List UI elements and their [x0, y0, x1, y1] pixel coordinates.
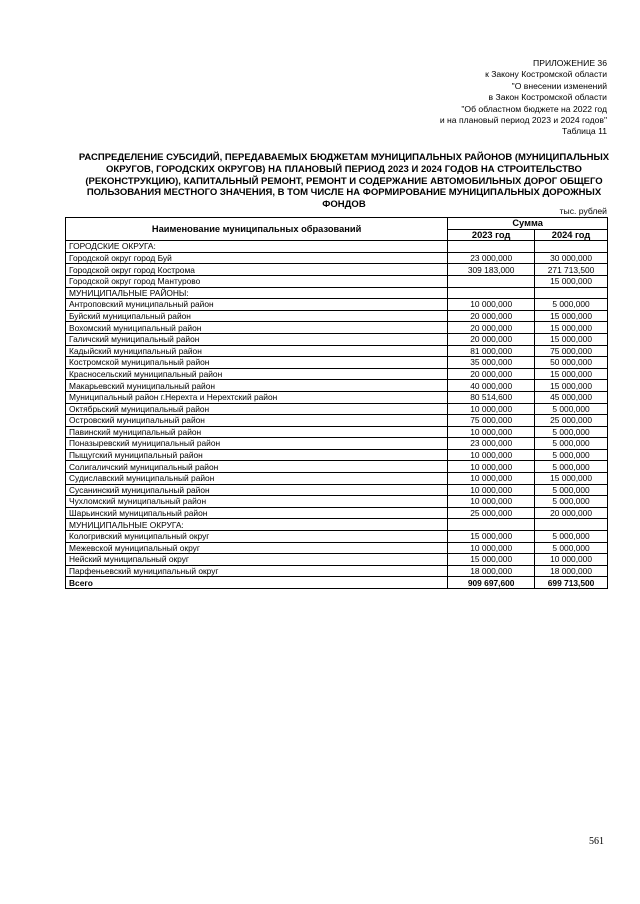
row-name-cell: Пыщугский муниципальный район	[66, 449, 448, 461]
table-row	[66, 264, 608, 276]
row-2023-cell: 15 000,000	[448, 554, 535, 566]
row-name-cell: Красносельский муниципальный район	[66, 368, 448, 380]
row-2023-cell: 10 000,000	[448, 461, 535, 473]
table-row	[66, 426, 608, 438]
table-row	[66, 403, 608, 415]
row-2023-cell	[448, 241, 535, 253]
appendix-block	[307, 58, 607, 138]
row-2024-cell: 5 000,000	[535, 426, 608, 438]
row-2023-cell: 20 000,000	[448, 322, 535, 334]
row-2023-cell: 20 000,000	[448, 333, 535, 345]
units-label: тыс. рублей	[559, 206, 607, 216]
row-name-cell: Городской округ город Мантурово	[66, 275, 448, 287]
row-2023-cell: 15 000,000	[448, 531, 535, 543]
row-2023-cell: 40 000,000	[448, 380, 535, 392]
row-name-cell: Кадыйский муниципальный район	[66, 345, 448, 357]
row-2023-cell: 75 000,000	[448, 415, 535, 427]
table-row	[66, 287, 608, 299]
table-row	[66, 507, 608, 519]
table-row	[66, 449, 608, 461]
table-row	[66, 345, 608, 357]
table-row	[66, 519, 608, 531]
row-name-cell: Антроповский муниципальный район	[66, 299, 448, 311]
table-header-row	[66, 218, 608, 230]
page-number: 561	[589, 836, 604, 847]
appendix-line: и на плановый период 2023 и 2024 годов"	[439, 115, 607, 126]
row-2024-cell: 5 000,000	[535, 299, 608, 311]
row-2023-cell: 10 000,000	[448, 449, 535, 461]
row-name-cell: Кологривский муниципальный округ	[66, 531, 448, 543]
row-name-cell: Костромской муниципальный район	[66, 357, 448, 369]
row-name-cell: Октябрьский муниципальный район	[66, 403, 448, 415]
row-2024-cell: 699 713,500	[535, 577, 608, 589]
row-2024-cell: 271 713,500	[535, 264, 608, 276]
appendix-line: Таблица 11	[561, 126, 607, 137]
row-name-cell: ГОРОДСКИЕ ОКРУГА:	[66, 241, 448, 253]
appendix-line: к Закону Костромской области	[485, 69, 607, 80]
row-2024-cell: 20 000,000	[535, 507, 608, 519]
table-row	[66, 473, 608, 485]
row-name-cell: Городской округ город Буй	[66, 252, 448, 264]
row-2023-cell: 25 000,000	[448, 507, 535, 519]
table-row	[66, 496, 608, 508]
row-2024-cell: 15 000,000	[535, 333, 608, 345]
row-2024-cell: 10 000,000	[535, 554, 608, 566]
row-2024-cell: 50 000,000	[535, 357, 608, 369]
row-2024-cell: 5 000,000	[535, 403, 608, 415]
header-name: Наименование муниципальных образований	[66, 218, 448, 241]
header-2023: 2023 год	[448, 229, 535, 241]
table-row	[66, 438, 608, 450]
document-title: РАСПРЕДЕЛЕНИЕ СУБСИДИЙ, ПЕРЕДАВАЕМЫХ БЮДЖЕТАМ МУНИЦИПАЛЬНЫХ РАЙОНОВ (МУНИЦИПАЛЬНЫХ ОКРУГОВ, ГОРОДСКИХ ОКРУГОВ) НА ПЛАНОВЫЙ ПЕРИОД 2023 И 2024 ГОДОВ НА СТРОИТЕЛЬСТВО (РЕКОНСТРУКЦИЮ), КАПИТАЛЬНЫЙ РЕМОНТ, РЕМОНТ И СОДЕРЖАНИЕ АВТОМОБИЛЬНЫХ ДОРОГ ОБЩЕГО ПОЛЬЗОВАНИЯ МЕСТНОГО ЗНАЧЕНИЯ, В ТОМ ЧИСЛЕ НА ФОРМИРОВАНИЕ МУНИЦИПАЛЬНЫХ ДОРОЖНЫХ ФОНДОВ	[78, 152, 610, 211]
row-2024-cell: 5 000,000	[535, 531, 608, 543]
table-row	[66, 252, 608, 264]
row-2023-cell: 10 000,000	[448, 299, 535, 311]
appendix-line: ПРИЛОЖЕНИЕ 36	[533, 58, 607, 68]
table-row	[66, 368, 608, 380]
row-name-cell: Павинский муниципальный район	[66, 426, 448, 438]
row-name-cell: Сусанинский муниципальный район	[66, 484, 448, 496]
row-2024-cell: 15 000,000	[535, 275, 608, 287]
row-2023-cell: 20 000,000	[448, 368, 535, 380]
row-2024-cell: 5 000,000	[535, 438, 608, 450]
row-2024-cell: 18 000,000	[535, 565, 608, 577]
row-2023-cell: 81 000,000	[448, 345, 535, 357]
table-row	[66, 310, 608, 322]
table-row	[66, 542, 608, 554]
table-row	[66, 531, 608, 543]
row-2023-cell	[448, 275, 535, 287]
row-2023-cell: 23 000,000	[448, 252, 535, 264]
row-name-cell: Городской округ город Кострома	[66, 264, 448, 276]
row-2024-cell	[535, 519, 608, 531]
row-name-cell: Парфеньевский муниципальный округ	[66, 565, 448, 577]
row-2024-cell: 15 000,000	[535, 380, 608, 392]
row-2023-cell: 23 000,000	[448, 438, 535, 450]
row-2023-cell: 309 183,000	[448, 264, 535, 276]
row-2024-cell: 5 000,000	[535, 461, 608, 473]
table-row	[66, 391, 608, 403]
row-2023-cell: 20 000,000	[448, 310, 535, 322]
row-name-cell: Чухломский муниципальный район	[66, 496, 448, 508]
row-2024-cell	[535, 241, 608, 253]
row-name-cell: Вохомский муниципальный район	[66, 322, 448, 334]
row-name-cell: Шарьинский муниципальный район	[66, 507, 448, 519]
row-name-cell: Всего	[66, 577, 448, 589]
table-row	[66, 380, 608, 392]
row-name-cell: Галичский муниципальный район	[66, 333, 448, 345]
table-row	[66, 484, 608, 496]
row-2024-cell: 30 000,000	[535, 252, 608, 264]
row-2024-cell: 15 000,000	[535, 310, 608, 322]
table-row	[66, 333, 608, 345]
row-name-cell: Макарьевский муниципальный район	[66, 380, 448, 392]
table-body	[66, 241, 608, 589]
row-name-cell: Буйский муниципальный район	[66, 310, 448, 322]
appendix-line: "Об областном бюджете на 2022 год	[461, 103, 607, 114]
row-2024-cell: 15 000,000	[535, 322, 608, 334]
row-name-cell: Поназыревский муниципальный район	[66, 438, 448, 450]
row-name-cell: Солигаличский муниципальный район	[66, 461, 448, 473]
table-row	[66, 357, 608, 369]
row-name-cell: Островский муниципальный район	[66, 415, 448, 427]
table-row	[66, 565, 608, 577]
row-2024-cell: 5 000,000	[535, 484, 608, 496]
row-2024-cell: 5 000,000	[535, 449, 608, 461]
row-2024-cell: 15 000,000	[535, 368, 608, 380]
row-2023-cell	[448, 287, 535, 299]
row-2024-cell: 15 000,000	[535, 473, 608, 485]
table-row	[66, 461, 608, 473]
header-sum: Сумма	[448, 218, 608, 230]
header-2024: 2024 год	[535, 229, 608, 241]
row-2024-cell: 5 000,000	[535, 496, 608, 508]
row-name-cell: МУНИЦИПАЛЬНЫЕ РАЙОНЫ:	[66, 287, 448, 299]
row-2024-cell: 75 000,000	[535, 345, 608, 357]
table-row	[66, 554, 608, 566]
table-row	[66, 241, 608, 253]
row-2023-cell: 909 697,600	[448, 577, 535, 589]
table-row	[66, 299, 608, 311]
table-row	[66, 415, 608, 427]
appendix-line: в Закон Костромской области	[488, 92, 607, 103]
row-name-cell: Судиславский муниципальный район	[66, 473, 448, 485]
row-2023-cell	[448, 519, 535, 531]
row-name-cell: Межевской муниципальный округ	[66, 542, 448, 554]
appendix-line: "О внесении изменений	[511, 80, 607, 91]
row-2023-cell: 10 000,000	[448, 426, 535, 438]
row-name-cell: МУНИЦИПАЛЬНЫЕ ОКРУГА:	[66, 519, 448, 531]
row-2023-cell: 10 000,000	[448, 473, 535, 485]
table-total-row	[66, 577, 608, 589]
table-row	[66, 275, 608, 287]
row-2023-cell: 35 000,000	[448, 357, 535, 369]
table-row	[66, 322, 608, 334]
row-2024-cell	[535, 287, 608, 299]
row-2024-cell: 25 000,000	[535, 415, 608, 427]
row-2023-cell: 10 000,000	[448, 542, 535, 554]
row-2023-cell: 10 000,000	[448, 496, 535, 508]
row-2024-cell: 5 000,000	[535, 542, 608, 554]
row-name-cell: Нейский муниципальный округ	[66, 554, 448, 566]
row-2024-cell: 45 000,000	[535, 391, 608, 403]
row-2023-cell: 10 000,000	[448, 484, 535, 496]
row-2023-cell: 80 514,600	[448, 391, 535, 403]
subsidy-table	[65, 217, 608, 589]
row-name-cell: Муниципальный район г.Нерехта и Нерехтский район	[66, 391, 448, 403]
row-2023-cell: 10 000,000	[448, 403, 535, 415]
row-2023-cell: 18 000,000	[448, 565, 535, 577]
